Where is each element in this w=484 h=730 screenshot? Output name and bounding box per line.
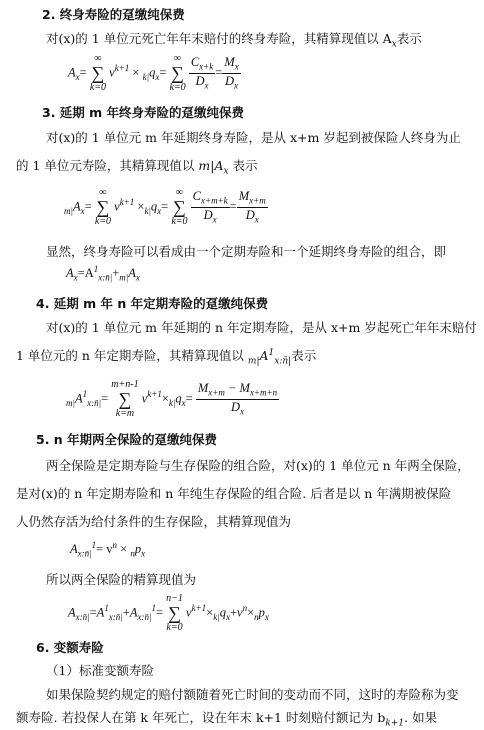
section-heading-2: 2. 终身寿险的趸缴纯保费 <box>42 7 185 22</box>
formula-endowment: $A_{x:n̄|}=A^1_{x:n̄|}+A_{x:n̄|}^1= n-1$ ∑ k=0 $v^{k+1}\times_{k|}q_x+v^n\times_np_x$ <box>68 593 269 633</box>
section-heading-3: 3. 延期 m 年终身寿险的趸缴纯保费 <box>42 105 245 120</box>
section-5-paragraph-4: 所以两全保险的精算现值为 <box>46 572 197 587</box>
formula-whole-life: $A_x=$ ∞ ∑ k=0 $v^{k+1} \times _{k|}q_x=$ ∞ ∑ k=0 $\frac{C_{x+k}}{D_x}$ = $\frac{M_x}{D_x}$ <box>68 53 239 93</box>
section-2-paragraph: 对(x)的 1 单位元死亡年年末赔付的终身寿险，其精算现值以 $A_x$表示 <box>46 31 422 50</box>
formula-decomposition: $A_x=A^1_{x:n̄|}+_{m|}A_x$ <box>66 264 140 283</box>
section-5-paragraph-1: 两全保险是定期寿险与生存保险的组合险，对(x)的 1 单位元 n 年两全保险， <box>46 458 470 473</box>
formula-deferred-term: $_{m|}A^1_{x:n̄|}= m+n-1$ ∑ k=m $v^{k+1}\times_{k|}q_x=$ $\frac{M_{x+m} - M_{x+m+n}}{D_x}$ <box>66 379 278 419</box>
section-5-paragraph-2: 是对(x)的 n 年定期寿险和 n 年纯生存保险的组合险. 后者是以 n 年满期被保险 <box>16 486 452 501</box>
formula-pure-endowment: $A_{x:n̄|}^1= v^n \times _np_x$ <box>70 540 146 559</box>
section-6-paragraph-2: 额寿险. 若投保人在第 k 年死亡，设在年末 k+1 时刻赔付额记为 $b_{k+1}$. 如果 <box>16 710 438 729</box>
section-6-paragraph-1: 如果保险契约规定的赔付额随着死亡时间的变动而不同，这时的寿险称为变 <box>46 687 459 702</box>
formula-deferred-whole-life: $_{m|}A_x=$ ∞ ∑ k=0 $v^{k+1} \times_{k|}q_x=$ ∞ ∑ k=0 $\frac{C_{x+m+k}}{D_x}$ = $\frac{M_{x+m}}{D_x}$ <box>64 187 266 227</box>
section-heading-4: 4. 延期 m 年 n 年定期寿险的趸缴纯保费 <box>36 296 269 311</box>
section-3-note: 显然，终身寿险可以看成由一个定期寿险和一个延期终身寿险的组合，即 <box>46 244 447 259</box>
section-heading-5: 5. n 年期两全保险的趸缴纯保费 <box>36 432 218 447</box>
section-3-paragraph-1: 对(x)的 1 单位元 m 年延期终身寿险，是从 x+m 岁起到被保险人终身为止 <box>46 130 461 145</box>
section-6-subheading: （1）标准变额寿险 <box>46 663 154 678</box>
section-5-paragraph-3: 人仍然存活为给付条件的生存保险，其精算现值为 <box>16 514 292 529</box>
section-3-paragraph-2: 的 1 单位元寿险，其精算现值以 $m|A_x$ 表示 <box>16 158 258 177</box>
section-4-paragraph-1: 对(x)的 1 单位元 m 年延期的 n 年定期寿险，是从 x+m 岁起死亡年年末赔付 <box>46 320 477 335</box>
section-heading-6: 6. 变额寿险 <box>36 640 104 655</box>
section-4-paragraph-2: 1 单位元的 n 年定期寿险，其精算现值以 $_{m|}A^1_{x:n̄|}$表示 <box>16 348 317 367</box>
